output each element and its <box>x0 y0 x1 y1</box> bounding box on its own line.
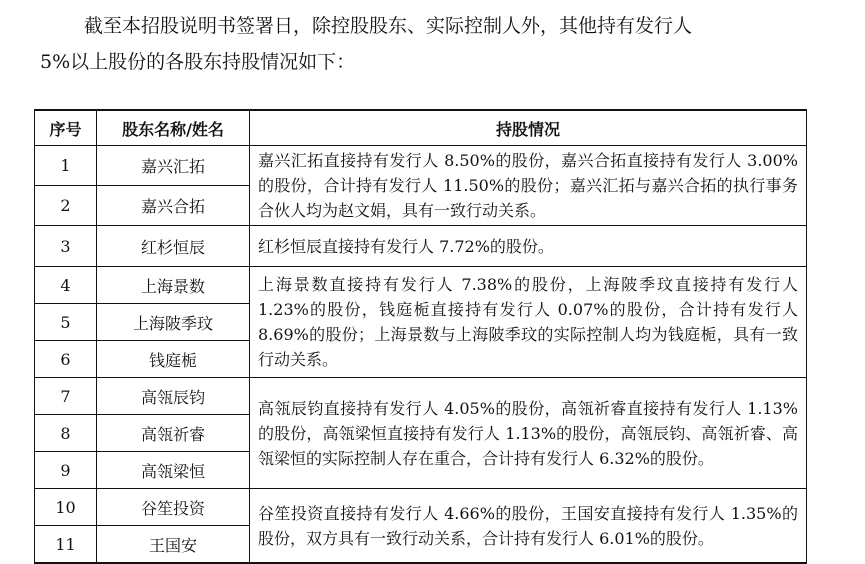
table-header-row <box>35 110 807 146</box>
header-holding: 持股情况 <box>250 110 807 146</box>
row-index: 9 <box>35 452 97 489</box>
row-name: 谷笙投资 <box>97 489 250 526</box>
row-index: 7 <box>35 378 97 415</box>
row-index: 1 <box>35 146 97 186</box>
row-name: 王国安 <box>97 526 250 564</box>
intro-paragraph <box>40 8 830 80</box>
row-index: 4 <box>35 267 97 304</box>
intro-line-2: 5%以上股份的各股东持股情况如下： <box>40 51 356 73</box>
row-name: 上海景数 <box>97 267 250 304</box>
row-name: 嘉兴汇拓 <box>97 146 250 186</box>
shareholder-table <box>34 109 807 564</box>
row-index: 11 <box>35 526 97 564</box>
row-index: 6 <box>35 341 97 378</box>
row-name: 高瓴梁恒 <box>97 452 250 489</box>
header-index: 序号 <box>35 110 97 146</box>
table-row <box>35 226 807 267</box>
intro-line-1: 截至本招股说明书签署日，除控股股东、实际控制人外，其他持有发行人 <box>84 15 693 37</box>
table-row <box>35 378 807 415</box>
row-name: 红杉恒辰 <box>97 226 250 267</box>
table-row <box>35 146 807 186</box>
holding-description: 高瓴辰钧直接持有发行人 4.05%的股份，高瓴祈睿直接持有发行人 1.13%的股份，高瓴梁恒直接持有发行人 1.13%的股份，高瓴辰钧、高瓴祈睿、高瓴梁恒的实际控制人存在重合，合计持有发行人 6.32%的股份。 <box>250 378 807 489</box>
row-name: 高瓴祈睿 <box>97 415 250 452</box>
holding-description: 上海景数直接持有发行人 7.38%的股份，上海陂季玟直接持有发行人 1.23%的股份，钱庭栀直接持有发行人 0.07%的股份，合计持有发行人 8.69%的股份；上海景数与上海陂季玟的实际控制人均为钱庭栀，具有一致行动关系。 <box>250 267 807 378</box>
holding-description: 嘉兴汇拓直接持有发行人 8.50%的股份，嘉兴合拓直接持有发行人 3.00%的股份，合计持有发行人 11.50%的股份；嘉兴汇拓与嘉兴合拓的执行事务合伙人均为赵文娟，具有一致行动关系。 <box>250 146 807 226</box>
header-name: 股东名称/姓名 <box>97 110 250 146</box>
table-row <box>35 267 807 304</box>
row-name: 上海陂季玟 <box>97 304 250 341</box>
row-index: 3 <box>35 226 97 267</box>
table-row <box>35 489 807 526</box>
row-name: 钱庭栀 <box>97 341 250 378</box>
holding-description: 谷笙投资直接持有发行人 4.66%的股份，王国安直接持有发行人 1.35%的股份，双方具有一致行动关系，合计持有发行人 6.01%的股份。 <box>250 489 807 564</box>
row-index: 2 <box>35 186 97 226</box>
row-name: 嘉兴合拓 <box>97 186 250 226</box>
row-name: 高瓴辰钧 <box>97 378 250 415</box>
row-index: 10 <box>35 489 97 526</box>
row-index: 5 <box>35 304 97 341</box>
row-index: 8 <box>35 415 97 452</box>
holding-description: 红杉恒辰直接持有发行人 7.72%的股份。 <box>250 226 807 267</box>
